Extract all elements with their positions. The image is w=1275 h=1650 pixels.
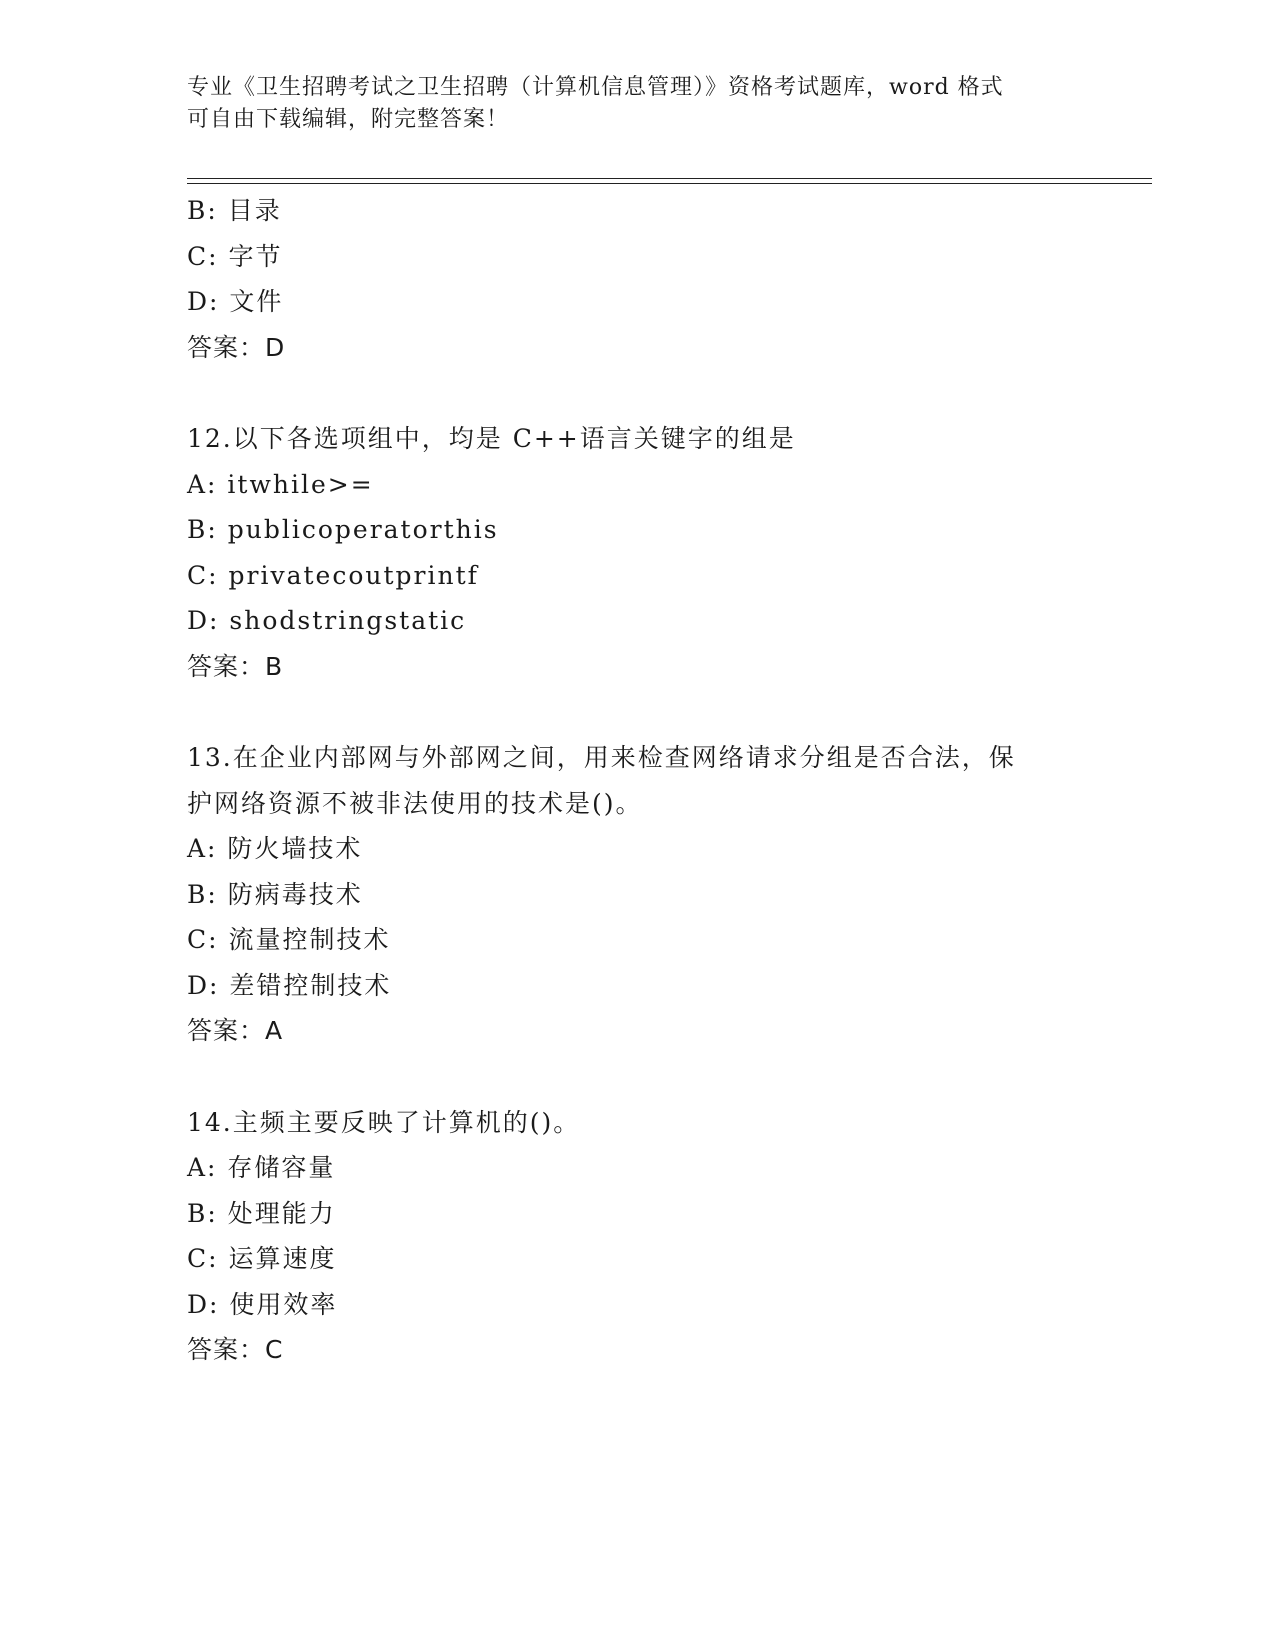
option-d: D: 差错控制技术 (187, 970, 392, 1000)
option-a: A: itwhile>= (187, 469, 374, 499)
header-divider-bottom (187, 183, 1152, 184)
option-b: B: 处理能力 (187, 1198, 336, 1228)
option-d: D: 文件 (187, 287, 284, 316)
question-stem: 14.主频主要反映了计算机的()。 (187, 1107, 581, 1137)
option-b: B: 目录 (187, 196, 282, 225)
answer: 答案：B (187, 651, 284, 681)
option-c: C: 字节 (187, 241, 283, 271)
question-content (187, 188, 1087, 1373)
option-c: C: 运算速度 (187, 1244, 337, 1273)
question-stem: 12.以下各选项组中，均是 C++语言关键字的组是 (187, 424, 796, 453)
answer: 答案：C (187, 1335, 284, 1364)
question-stem-line-2: 护网络资源不被非法使用的技术是()。 (187, 788, 643, 818)
answer: 答案：A (187, 1016, 284, 1045)
option-c: C: privatecoutprintf (187, 560, 479, 590)
answer: 答案：D (187, 332, 286, 362)
question-stem-line-1: 13.在企业内部网与外部网之间，用来检查网络请求分组是否合法，保 (187, 743, 1016, 772)
option-d: D: shodstringstatic (187, 606, 467, 635)
header-line-1: 专业《卫生招聘考试之卫生招聘（计算机信息管理）》资格考试题库，word 格式 (187, 75, 1004, 100)
option-b: B: publicoperatorthis (187, 515, 499, 544)
option-c: C: 流量控制技术 (187, 925, 391, 954)
document-header (187, 72, 1087, 136)
option-a: A: 存储容量 (187, 1153, 336, 1182)
option-d: D: 使用效率 (187, 1289, 338, 1319)
option-b: B: 防病毒技术 (187, 879, 363, 909)
option-a: A: 防火墙技术 (187, 834, 363, 863)
header-divider-top (187, 178, 1152, 179)
header-line-2: 可自由下载编辑，附完整答案！ (187, 107, 510, 132)
